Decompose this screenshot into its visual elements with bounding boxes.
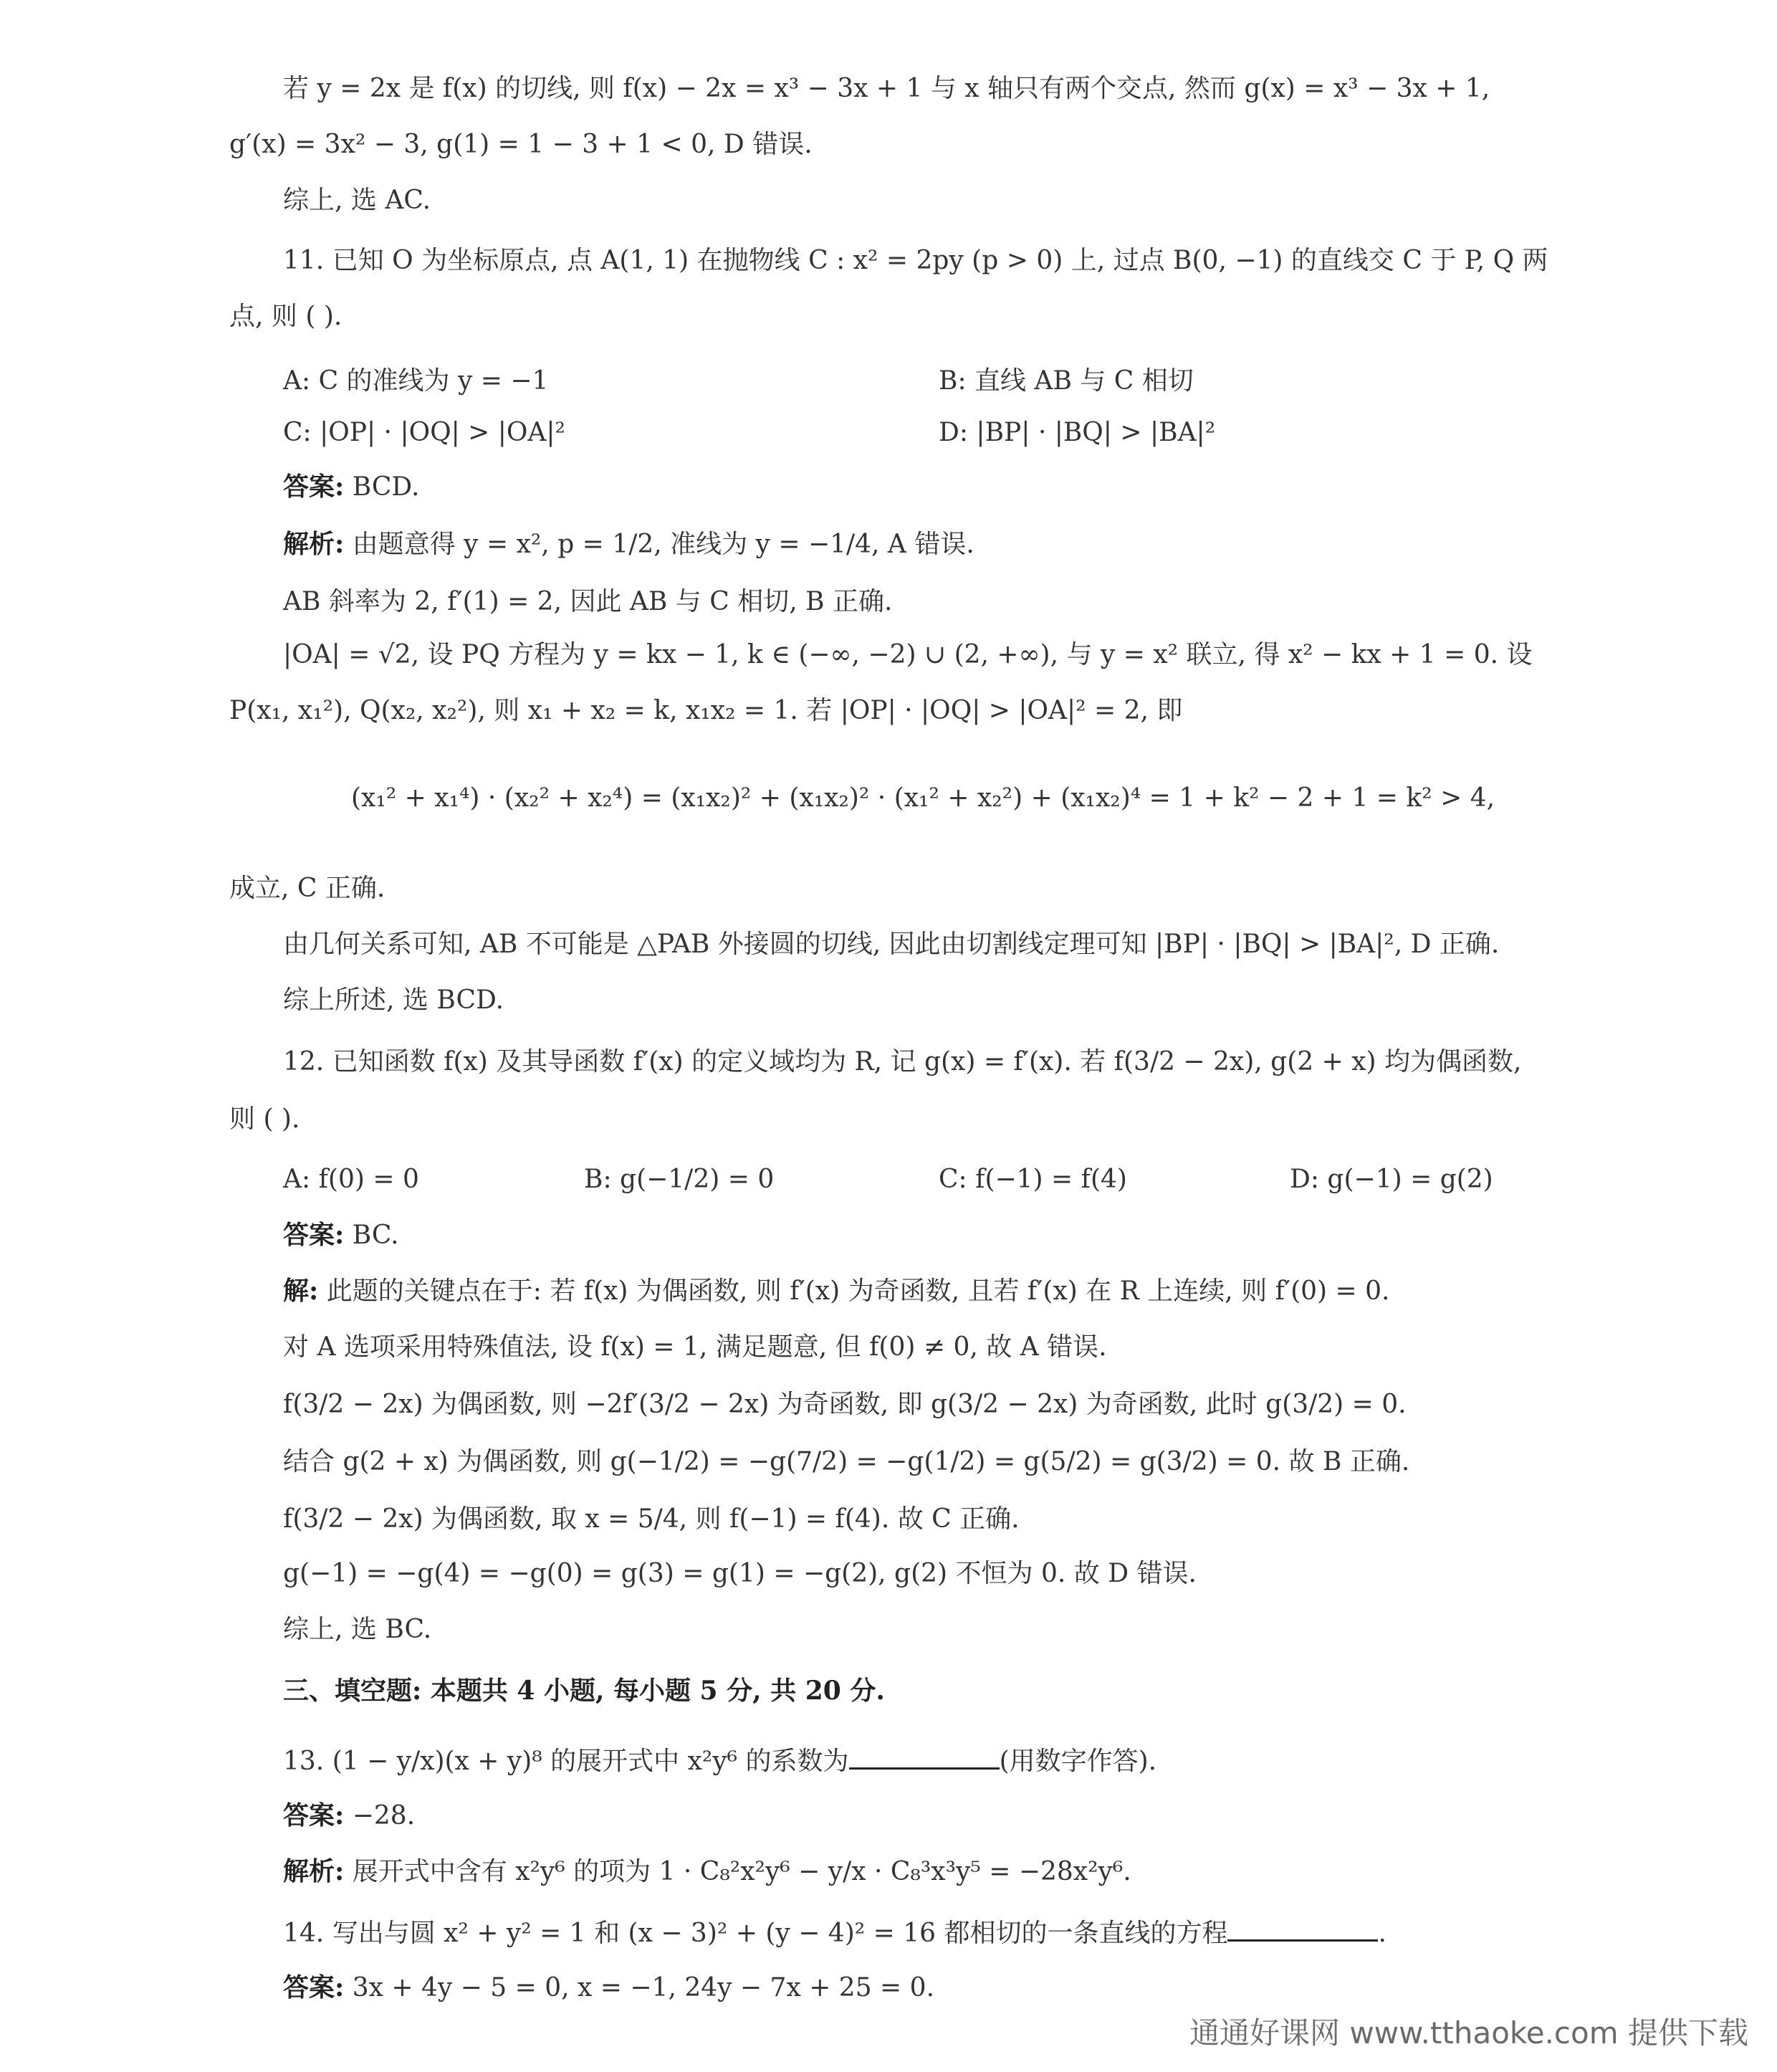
solution-label: 解析: xyxy=(283,529,345,559)
q12-answer xyxy=(283,1220,399,1251)
q12-solution-line: f(3/2 − 2x) 为偶函数, 取 x = 5/4, 则 f(−1) = f(4). 故 C 正确. xyxy=(283,1504,1020,1534)
question-13-stem: 13. (1 − y/x)(x + y)⁸ 的展开式中 x²y⁶ 的系数为 (用数字作答). xyxy=(283,1747,1157,1776)
q11-solution-line: 成立, C 正确. xyxy=(229,874,385,903)
answer-value: 3x + 4y − 5 = 0, x = −1, 24y − 7x + 25 = 0. xyxy=(344,1973,935,2002)
q12-solution-line: g(−1) = −g(4) = −g(0) = g(3) = g(1) = −g(2), g(2) 不恒为 0. 故 D 错误. xyxy=(283,1559,1197,1588)
answer-value: BC. xyxy=(344,1221,399,1250)
q12-solution-line: 结合 g(2 + x) 为偶函数, 则 g(−1/2) = −g(7/2) = −g(1/2) = g(5/2) = g(3/2) = 0. 故 B 正确. xyxy=(283,1447,1410,1476)
watermark-footer: 通通好课网 www.tthaoke.com 提供下载 xyxy=(1189,2015,1748,2050)
q11-option-b: B: 直线 AB 与 C 相切 xyxy=(939,366,1194,396)
text-line: 若 y = 2x 是 f(x) 的切线, 则 f(x) − 2x = x³ − 3x + 1 与 x 轴只有两个交点, 然而 g(x) = x³ − 3x + 1, xyxy=(283,74,1490,103)
q12-option-c: C: f(−1) = f(4) xyxy=(939,1165,1127,1194)
q12-solution-line: 对 A 选项采用特殊值法, 设 f(x) = 1, 满足题意, 但 f(0) ≠ 0, 故 A 错误. xyxy=(283,1332,1107,1362)
question-12-stem-cont: 则 ( ). xyxy=(229,1104,300,1134)
answer-value: −28. xyxy=(344,1801,416,1830)
q11-solution-line: 综上所述, 选 BCD. xyxy=(283,985,504,1015)
question-11-stem-cont: 点, 则 ( ). xyxy=(229,302,343,331)
q11-display-formula: (x₁² + x₁⁴) · (x₂² + x₂⁴) = (x₁x₂)² + (x₁x₂)² · (x₁² + x₂²) + (x₁x₂)⁴ = 1 + k² − 2 + 1 = k² > 4, xyxy=(351,783,1495,813)
q11-solution-line: |OA| = √2, 设 PQ 方程为 y = kx − 1, k ∈ (−∞, −2) ∪ (2, +∞), 与 y = x² 联立, 得 x² − kx + 1 = 0. 设 xyxy=(283,640,1533,669)
text-line: 综上, 选 AC. xyxy=(283,186,431,215)
q11-option-c: C: |OP| · |OQ| > |OA|² xyxy=(283,418,565,447)
answer-label: 答案: xyxy=(283,1972,345,2002)
q12-option-b: B: g(−1/2) = 0 xyxy=(584,1165,775,1194)
q11-solution-line: 由几何关系可知, AB 不可能是 △PAB 外接圆的切线, 因此由切割线定理可知 |BP| · |BQ| > |BA|², D 正确. xyxy=(283,930,1500,959)
question-12-stem: 12. 已知函数 f(x) 及其导函数 f′(x) 的定义域均为 R, 记 g(x) = f′(x). 若 f(3/2 − 2x), g(2 + x) 均为偶函数, xyxy=(283,1047,1522,1076)
q11-solution-line: AB 斜率为 2, f′(1) = 2, 因此 AB 与 C 相切, B 正确. xyxy=(283,587,893,616)
answer-label: 答案: xyxy=(283,1220,345,1250)
question-11-stem: 11. 已知 O 为坐标原点, 点 A(1, 1) 在抛物线 C : x² = 2py (p > 0) 上, 过点 B(0, −1) 的直线交 C 于 P, Q 两 xyxy=(283,246,1548,275)
section-heading: 三、填空题: 本题共 4 小题, 每小题 5 分, 共 20 分. xyxy=(283,1676,885,1706)
q13-solution-line: 解析: 展开式中含有 x²y⁶ 的项为 1 · C₈²x²y⁶ − y/x · C₈³x³y⁵ = −28x²y⁶. xyxy=(283,1856,1131,1886)
q14-answer xyxy=(283,1972,934,2003)
q12-solution-line: 综上, 选 BC. xyxy=(283,1615,432,1644)
q13-answer xyxy=(283,1800,415,1831)
answer-value: BCD. xyxy=(344,472,420,502)
q12-solution-line: 解: 此题的关键点在于: 若 f(x) 为偶函数, 则 f′(x) 为奇函数, 且若 f′(x) 在 R 上连续, 则 f′(0) = 0. xyxy=(283,1276,1390,1306)
text-line: g′(x) = 3x² − 3, g(1) = 1 − 3 + 1 < 0, D 错误. xyxy=(229,130,813,159)
question-14-stem: 14. 写出与圆 x² + y² = 1 和 (x − 3)² + (y − 4)² = 16 都相切的一条直线的方程 . xyxy=(283,1919,1386,1948)
q11-solution-line: P(x₁, x₁²), Q(x₂, x₂²), 则 x₁ + x₂ = k, x₁x₂ = 1. 若 |OP| · |OQ| > |OA|² = 2, 即 xyxy=(229,696,1183,725)
q11-option-d: D: |BP| · |BQ| > |BA|² xyxy=(939,418,1216,447)
q11-option-a: A: C 的准线为 y = −1 xyxy=(283,366,549,396)
q11-answer xyxy=(283,472,419,502)
q11-solution-line: 解析: 由题意得 y = x², p = 1/2, 准线为 y = −1/4, A 错误. xyxy=(283,529,974,559)
answer-blank xyxy=(849,1746,1000,1770)
q12-option-a: A: f(0) = 0 xyxy=(283,1165,419,1194)
answer-label: 答案: xyxy=(283,1800,345,1830)
q12-solution-line: f(3/2 − 2x) 为偶函数, 则 −2f′(3/2 − 2x) 为奇函数, 即 g(3/2 − 2x) 为奇函数, 此时 g(3/2) = 0. xyxy=(283,1390,1407,1419)
answer-label: 答案: xyxy=(283,472,345,502)
solution-label: 解析: xyxy=(283,1856,345,1886)
solution-label: 解: xyxy=(283,1276,319,1306)
q12-option-d: D: g(−1) = g(2) xyxy=(1290,1165,1493,1194)
answer-blank xyxy=(1227,1918,1378,1942)
